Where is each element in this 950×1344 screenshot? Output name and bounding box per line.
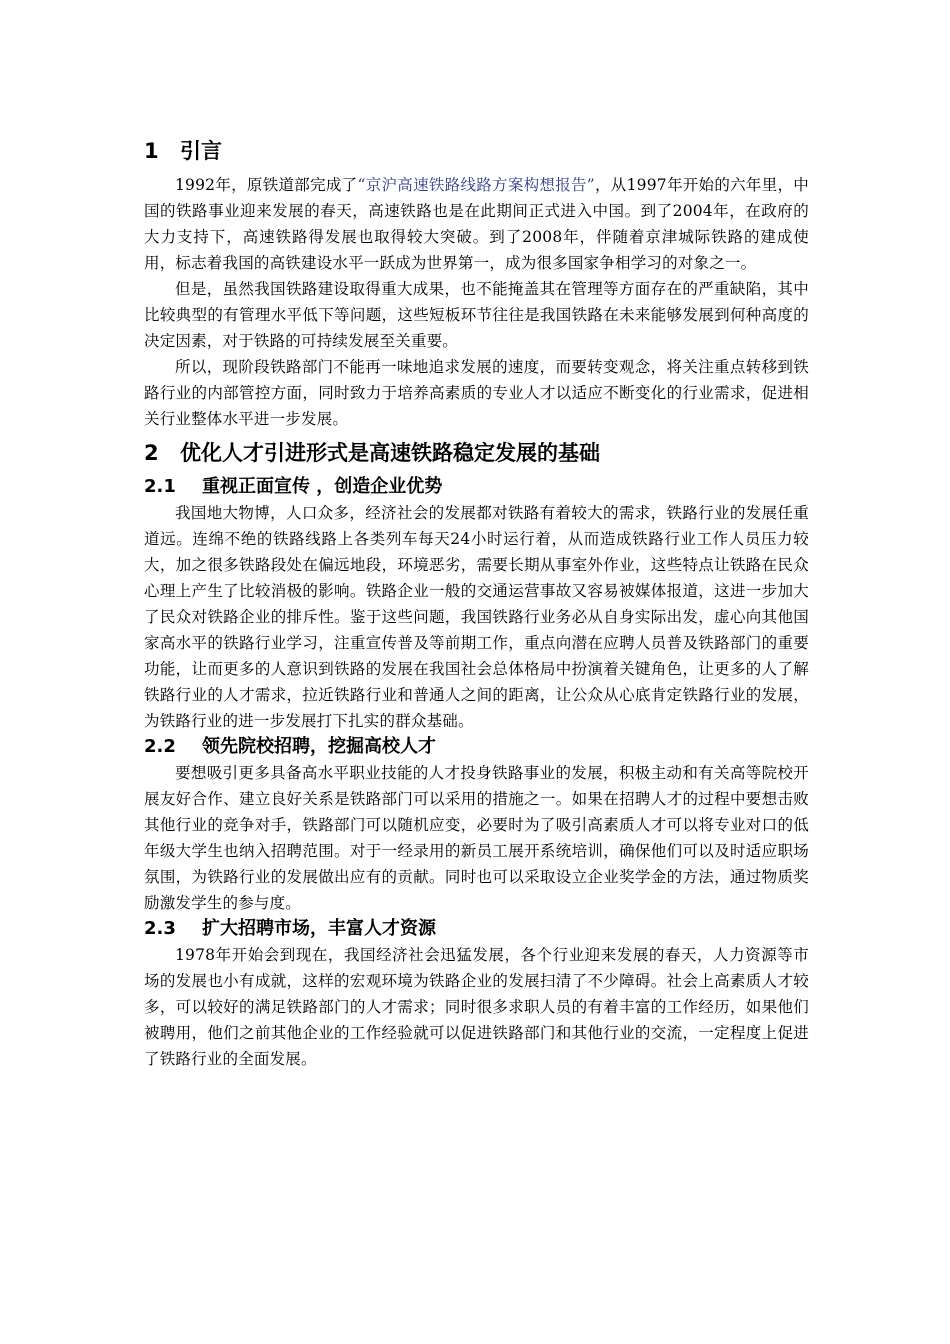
- subsection-2-2-number: 2.2: [144, 736, 176, 757]
- subsection-2-2-heading: [144, 734, 809, 760]
- section-2-heading: [144, 436, 809, 470]
- section-1-heading: [144, 134, 809, 168]
- subsection-2-3-paragraph: 1978年开始会到现在，我国经济社会迅猛发展，各个行业迎来发展的春天，人力资源等市场的发展也小有成就，这样的宏观环境为铁路企业的发展扫清了不少障碍。社会上高素质人才较多，可以较好的满足铁路部门的人才需求；同时很多求职人员的有着丰富的工作经历，如果他们被聘用，他们之前其他企业的工作经验就可以促进铁路部门和其他行业的交流，一定程度上促进了铁路行业的全面发展。: [144, 946, 809, 1068]
- report-title-quote: “京沪高速铁路线路方案构想报告”: [357, 176, 595, 194]
- intro-paragraph-3: 所以，现阶段铁路部门不能再一味地追求发展的速度，而要转变观念，将关注重点转移到铁路行业的内部管控方面，同时致力于培养高素质的专业人才以适应不断变化的行业需求，促进相关行业整体水平进一步发展。: [144, 358, 809, 428]
- subsection-2-3-number: 2.3: [144, 918, 176, 939]
- subsection-2-1-number: 2.1: [144, 476, 176, 497]
- section-2-title: 优化人才引进形式是高速铁路稳定发展的基础: [180, 441, 600, 465]
- subsection-2-1-title: 重视正面宣传 ，创造企业优势: [202, 476, 443, 497]
- intro-paragraph-1: [144, 172, 809, 276]
- subsection-2-1-heading: [144, 474, 809, 500]
- subsection-2-2-title: 领先院校招聘，挖掘高校人才: [202, 736, 436, 757]
- subsection-2-1-paragraph: 我国地大物博，人口众多，经济社会的发展都对铁路有着较大的需求，铁路行业的发展任重道远。连绵不绝的铁路线路上各类列车每天24小时运行着，从而造成铁路行业工作人员压力较大，加之很多铁路段处在偏远地段，环境恶劣，需要长期从事室外作业，这些特点让铁路在民众心理上产生了比较消极的影响。铁路企业一般的交通运营事故又容易被媒体报道，这进一步加大了民众对铁路企业的排斥性。鉴于这些问题，我国铁路行业务必从自身实际出发，虚心向其他国家高水平的铁路行业学习，注重宣传普及等前期工作，重点向潜在应聘人员普及铁路部门的重要功能，让而更多的人意识到铁路的发展在我国社会总体格局中扮演着关键角色，让更多的人了解铁路行业的人才需求，拉近铁路行业和普通人之间的距离，让公众从心底肯定铁路行业的发展，为铁路行业的进一步发展打下扎实的群众基础。: [144, 504, 809, 730]
- subsection-2-2-paragraph: 要想吸引更多具备高水平职业技能的人才投身铁路事业的发展，积极主动和有关高等院校开展友好合作、建立良好关系是铁路部门可以采用的措施之一。如果在招聘人才的过程中要想击败其他行业的竞争对手，铁路部门可以随机应变，必要时为了吸引高素质人才可以将专业对口的低年级大学生也纳入招聘范围。对于一经录用的新员工展开系统培训，确保他们可以及时适应职场氛围，为铁路行业的发展做出应有的贡献。同时也可以采取设立企业奖学金的方法，通过物质奖励激发学生的参与度。: [144, 764, 809, 912]
- section-1-title: 引言: [180, 139, 222, 163]
- intro-paragraph-1-end: ，从1997年开始的六年里，中国的铁路事业迎来发展的春天，高速铁路也是在此期间正式进入中国。到了2004年，在政府的大力支持下，高速铁路得发展也取得较大突破。到了2008年，伴随着京津城际铁路的建成使用，标志着我国的高铁建设水平一跃成为世界第一，成为很多国家争相学习的对象之一。: [144, 176, 809, 272]
- intro-paragraph-2: 但是，虽然我国铁路建设取得重大成果，也不能掩盖其在管理等方面存在的严重缺陷，其中比较典型的有管理水平低下等问题，这些短板环节往往是我国铁路在未来能够发展到何种高度的决定因素，对于铁路的可持续发展至关重要。: [144, 280, 809, 350]
- document-page: [144, 134, 809, 1072]
- section-1-number: 1: [144, 139, 159, 163]
- section-2-number: 2: [144, 441, 159, 465]
- intro-paragraph-1-start: 1992年，原铁道部完成了: [175, 176, 358, 194]
- subsection-2-3-title: 扩大招聘市场，丰富人才资源: [202, 918, 436, 939]
- subsection-2-3-heading: [144, 916, 809, 942]
